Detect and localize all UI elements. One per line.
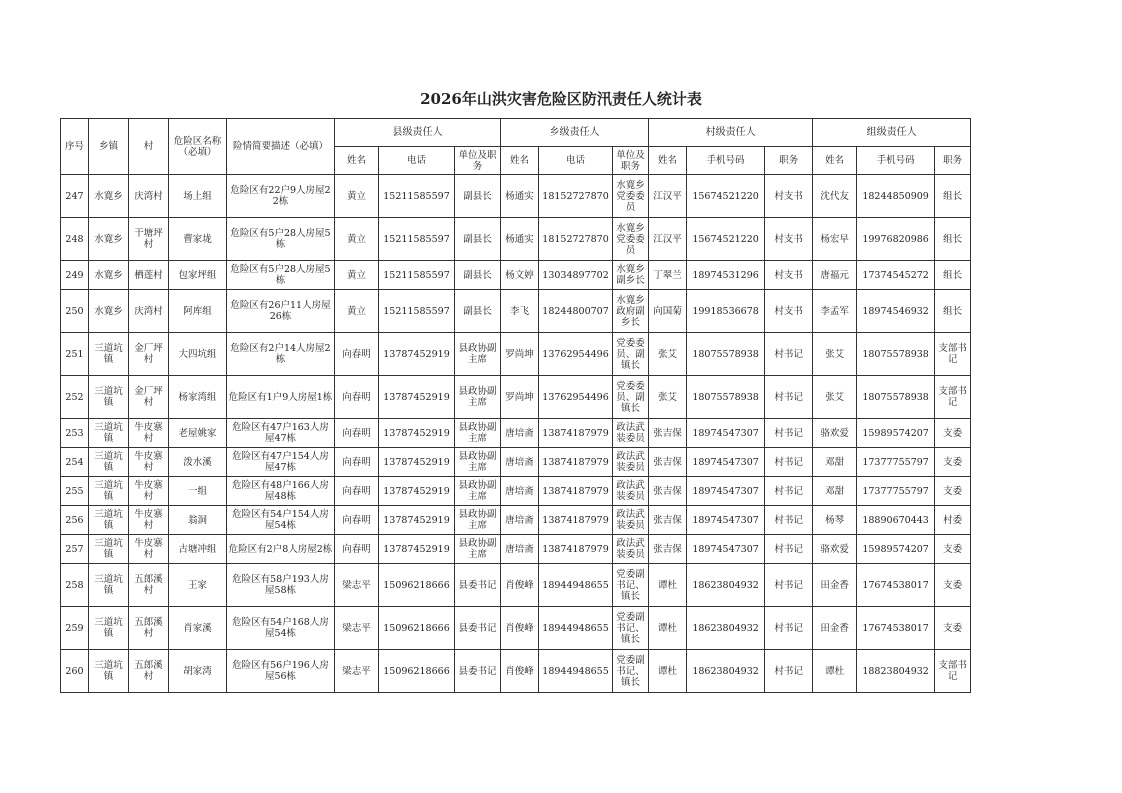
cell-team-duty: 支委 (935, 419, 971, 448)
cell-village: 牛皮寨村 (129, 448, 169, 477)
cell-team-name: 田金香 (813, 607, 857, 650)
cell-village-mobile: 18974547307 (687, 477, 765, 506)
town-group-header: 乡级责任人 (501, 119, 649, 147)
cell-town-phone: 18244800707 (539, 290, 613, 333)
cell-desc: 危险区有2户14人房屋2栋 (227, 333, 335, 376)
cell-county-title: 副县长 (455, 175, 501, 218)
cell-village-duty: 村书记 (765, 607, 813, 650)
cell-team-name: 邓甜 (813, 448, 857, 477)
cell-zone: 王家 (169, 564, 227, 607)
cell-village-name: 张吉保 (649, 419, 687, 448)
col-town: 乡镇 (89, 119, 129, 175)
page-title: 2026年山洪灾害危险区防汛责任人统计表 (420, 90, 702, 108)
cell-team-duty: 村委 (935, 506, 971, 535)
responsibility-table (60, 118, 971, 693)
table-row (61, 535, 971, 564)
cell-county-phone: 15096218666 (379, 564, 455, 607)
cell-team-duty: 支委 (935, 477, 971, 506)
cell-village-mobile: 18623804932 (687, 607, 765, 650)
cell-team-mobile: 18075578938 (857, 376, 935, 419)
table-row (61, 261, 971, 290)
cell-town-phone: 18152727870 (539, 218, 613, 261)
cell-team-name: 骆欢爱 (813, 419, 857, 448)
cell-town: 三道坑镇 (89, 650, 129, 693)
cell-team-mobile: 18075578938 (857, 333, 935, 376)
cell-town-title: 水寛乡政府副乡长 (613, 290, 649, 333)
cell-village: 庆湾村 (129, 290, 169, 333)
col-county-phone: 电话 (379, 147, 455, 175)
cell-town-title: 党委副书记、镇长 (613, 607, 649, 650)
cell-county-phone: 15211585597 (379, 175, 455, 218)
cell-town: 三道坑镇 (89, 448, 129, 477)
cell-county-phone: 13787452919 (379, 477, 455, 506)
cell-team-duty: 组长 (935, 261, 971, 290)
cell-village: 牛皮寨村 (129, 419, 169, 448)
cell-team-mobile: 15989574207 (857, 419, 935, 448)
cell-team-mobile: 17674538017 (857, 564, 935, 607)
cell-town-title: 政法武装委员 (613, 506, 649, 535)
cell-village-name: 江汉平 (649, 218, 687, 261)
table-row (61, 290, 971, 333)
cell-seq: 250 (61, 290, 89, 333)
cell-town: 三道坑镇 (89, 607, 129, 650)
cell-county-name: 向春明 (335, 419, 379, 448)
cell-town-title: 党委副书记、镇长 (613, 650, 649, 693)
cell-team-name: 杨琴 (813, 506, 857, 535)
cell-village: 金厂坪村 (129, 376, 169, 419)
table-row (61, 175, 971, 218)
cell-town-title: 党委委员、副镇长 (613, 376, 649, 419)
cell-seq: 255 (61, 477, 89, 506)
cell-town: 三道坑镇 (89, 564, 129, 607)
cell-village-mobile: 18974547307 (687, 506, 765, 535)
header-row-1 (61, 119, 971, 147)
cell-town-phone: 18944948655 (539, 607, 613, 650)
cell-village-duty: 村支书 (765, 290, 813, 333)
cell-county-title: 县政协副主席 (455, 477, 501, 506)
cell-team-name: 沈代友 (813, 175, 857, 218)
cell-team-duty: 支委 (935, 607, 971, 650)
cell-team-mobile: 17377755797 (857, 477, 935, 506)
cell-village: 五郎溪村 (129, 607, 169, 650)
cell-town-phone: 18944948655 (539, 650, 613, 693)
cell-zone: 曹家垅 (169, 218, 227, 261)
cell-village-name: 张艾 (649, 376, 687, 419)
cell-town: 水寛乡 (89, 261, 129, 290)
cell-desc: 危险区有1户9人房屋1栋 (227, 376, 335, 419)
col-team-duty: 职务 (935, 147, 971, 175)
cell-desc: 危险区有5户28人房屋5栋 (227, 218, 335, 261)
cell-county-name: 向春明 (335, 477, 379, 506)
table-row (61, 477, 971, 506)
cell-desc: 危险区有47户163人房屋47栋 (227, 419, 335, 448)
cell-village: 庆湾村 (129, 175, 169, 218)
cell-team-duty: 支部书记 (935, 376, 971, 419)
col-village-mobile: 手机号码 (687, 147, 765, 175)
cell-village-duty: 村书记 (765, 477, 813, 506)
col-county-title: 单位及职务 (455, 147, 501, 175)
county-group-header: 县级责任人 (335, 119, 501, 147)
cell-town-title: 政法武装委员 (613, 448, 649, 477)
cell-village-name: 张艾 (649, 333, 687, 376)
cell-village-mobile: 18974531296 (687, 261, 765, 290)
cell-team-name: 杨宏早 (813, 218, 857, 261)
cell-village-duty: 村支书 (765, 261, 813, 290)
col-desc: 险情简要描述（必填） (227, 119, 335, 175)
cell-county-name: 黄立 (335, 175, 379, 218)
cell-seq: 260 (61, 650, 89, 693)
cell-town-name: 肖俊峰 (501, 564, 539, 607)
cell-seq: 252 (61, 376, 89, 419)
cell-town-name: 肖俊峰 (501, 607, 539, 650)
cell-village-mobile: 18974547307 (687, 448, 765, 477)
cell-county-phone: 13787452919 (379, 448, 455, 477)
cell-desc: 危险区有56户196人房屋56栋 (227, 650, 335, 693)
cell-seq: 249 (61, 261, 89, 290)
cell-team-mobile: 18890670443 (857, 506, 935, 535)
cell-town-name: 杨文婷 (501, 261, 539, 290)
cell-village-mobile: 15674521220 (687, 218, 765, 261)
cell-team-name: 邓甜 (813, 477, 857, 506)
table-row (61, 218, 971, 261)
cell-county-title: 县政协副主席 (455, 419, 501, 448)
cell-county-name: 向春明 (335, 506, 379, 535)
cell-county-name: 黄立 (335, 261, 379, 290)
cell-team-mobile: 19976820986 (857, 218, 935, 261)
cell-town-phone: 13874187979 (539, 535, 613, 564)
col-town-title: 单位及职务 (613, 147, 649, 175)
cell-seq: 254 (61, 448, 89, 477)
cell-village-name: 向国菊 (649, 290, 687, 333)
cell-zone: 古塘冲组 (169, 535, 227, 564)
cell-county-phone: 15211585597 (379, 261, 455, 290)
cell-team-mobile: 15989574207 (857, 535, 935, 564)
cell-village-name: 张吉保 (649, 506, 687, 535)
cell-team-mobile: 17674538017 (857, 607, 935, 650)
cell-county-name: 梁志平 (335, 564, 379, 607)
cell-town: 水寛乡 (89, 290, 129, 333)
cell-team-name: 张艾 (813, 376, 857, 419)
cell-county-title: 县政协副主席 (455, 376, 501, 419)
cell-desc: 危险区有2户8人房屋2栋 (227, 535, 335, 564)
cell-county-title: 县政协副主席 (455, 535, 501, 564)
cell-county-phone: 13787452919 (379, 535, 455, 564)
cell-county-title: 县政协副主席 (455, 333, 501, 376)
cell-team-duty: 支委 (935, 535, 971, 564)
cell-town-name: 唐培斋 (501, 448, 539, 477)
cell-town-phone: 13762954496 (539, 376, 613, 419)
cell-team-name: 张艾 (813, 333, 857, 376)
cell-village-duty: 村书记 (765, 448, 813, 477)
cell-zone: 肖家溪 (169, 607, 227, 650)
col-village-duty: 职务 (765, 147, 813, 175)
cell-team-mobile: 18244850909 (857, 175, 935, 218)
cell-town-phone: 18944948655 (539, 564, 613, 607)
cell-county-name: 梁志平 (335, 607, 379, 650)
cell-county-phone: 13787452919 (379, 419, 455, 448)
cell-team-name: 田金香 (813, 564, 857, 607)
col-zone-name: 危险区名称（必填） (169, 119, 227, 175)
cell-zone: 老屋姚家 (169, 419, 227, 448)
cell-county-phone: 13787452919 (379, 376, 455, 419)
cell-village-duty: 村书记 (765, 333, 813, 376)
cell-village-mobile: 18075578938 (687, 376, 765, 419)
cell-town-name: 唐培斋 (501, 419, 539, 448)
cell-county-name: 黄立 (335, 290, 379, 333)
cell-town-name: 杨通实 (501, 175, 539, 218)
cell-town-phone: 13874187979 (539, 477, 613, 506)
cell-town-name: 李飞 (501, 290, 539, 333)
cell-town: 水寛乡 (89, 175, 129, 218)
cell-town-phone: 13874187979 (539, 419, 613, 448)
cell-county-name: 黄立 (335, 218, 379, 261)
village-group-header: 村级责任人 (649, 119, 813, 147)
cell-zone: 阿库组 (169, 290, 227, 333)
cell-village-name: 丁翠兰 (649, 261, 687, 290)
cell-village-duty: 村支书 (765, 218, 813, 261)
cell-seq: 253 (61, 419, 89, 448)
cell-town-phone: 13034897702 (539, 261, 613, 290)
cell-county-title: 副县长 (455, 261, 501, 290)
cell-town-title: 党委副书记、镇长 (613, 564, 649, 607)
cell-team-name: 李孟军 (813, 290, 857, 333)
cell-desc: 危险区有26户11人房屋26栋 (227, 290, 335, 333)
table-row (61, 564, 971, 607)
cell-seq: 259 (61, 607, 89, 650)
cell-town: 三道坑镇 (89, 333, 129, 376)
cell-county-title: 副县长 (455, 218, 501, 261)
cell-town: 三道坑镇 (89, 477, 129, 506)
cell-village-name: 张吉保 (649, 477, 687, 506)
cell-county-phone: 15096218666 (379, 607, 455, 650)
cell-town-title: 水寛乡副乡长 (613, 261, 649, 290)
cell-county-title: 副县长 (455, 290, 501, 333)
cell-county-title: 县政协副主席 (455, 506, 501, 535)
table-row (61, 376, 971, 419)
cell-village-duty: 村书记 (765, 506, 813, 535)
cell-village: 栖莲村 (129, 261, 169, 290)
cell-desc: 危险区有5户28人房屋5栋 (227, 261, 335, 290)
cell-village-mobile: 18974547307 (687, 419, 765, 448)
cell-seq: 256 (61, 506, 89, 535)
cell-county-phone: 13787452919 (379, 333, 455, 376)
cell-town-name: 肖俊峰 (501, 650, 539, 693)
cell-zone: 场上组 (169, 175, 227, 218)
cell-seq: 257 (61, 535, 89, 564)
col-village: 村 (129, 119, 169, 175)
cell-team-mobile: 17377755797 (857, 448, 935, 477)
table-row (61, 607, 971, 650)
cell-town: 三道坑镇 (89, 419, 129, 448)
cell-village-duty: 村书记 (765, 376, 813, 419)
cell-village-mobile: 19918536678 (687, 290, 765, 333)
cell-town-phone: 13874187979 (539, 506, 613, 535)
table-row (61, 650, 971, 693)
col-village-name: 姓名 (649, 147, 687, 175)
cell-village-mobile: 18075578938 (687, 333, 765, 376)
cell-seq: 251 (61, 333, 89, 376)
cell-town-title: 政法武装委员 (613, 535, 649, 564)
cell-desc: 危险区有58户193人房屋58栋 (227, 564, 335, 607)
cell-town-phone: 13762954496 (539, 333, 613, 376)
cell-town-name: 罗尚坤 (501, 376, 539, 419)
table-row (61, 506, 971, 535)
cell-county-title: 县委书记 (455, 650, 501, 693)
cell-town-name: 杨通实 (501, 218, 539, 261)
team-group-header: 组级责任人 (813, 119, 971, 147)
cell-team-name: 谭杜 (813, 650, 857, 693)
cell-team-duty: 组长 (935, 218, 971, 261)
col-town-name: 姓名 (501, 147, 539, 175)
cell-county-phone: 13787452919 (379, 506, 455, 535)
cell-zone: 大四坑组 (169, 333, 227, 376)
cell-desc: 危险区有48户166人房屋48栋 (227, 477, 335, 506)
table-body (61, 175, 971, 693)
cell-desc: 危险区有22户9人房屋22栋 (227, 175, 335, 218)
cell-county-name: 向春明 (335, 376, 379, 419)
cell-town-title: 政法武装委员 (613, 477, 649, 506)
cell-village-duty: 村书记 (765, 535, 813, 564)
cell-county-title: 县政协副主席 (455, 448, 501, 477)
cell-town-name: 唐培斋 (501, 477, 539, 506)
cell-team-name: 骆欢爱 (813, 535, 857, 564)
cell-county-title: 县委书记 (455, 564, 501, 607)
cell-town-name: 罗尚坤 (501, 333, 539, 376)
cell-seq: 248 (61, 218, 89, 261)
cell-desc: 危险区有54户168人房屋54栋 (227, 607, 335, 650)
cell-team-mobile: 17374545272 (857, 261, 935, 290)
cell-team-mobile: 18974546932 (857, 290, 935, 333)
cell-town: 三道坑镇 (89, 506, 129, 535)
cell-village-name: 谭杜 (649, 607, 687, 650)
cell-village: 牛皮寨村 (129, 535, 169, 564)
col-seq: 序号 (61, 119, 89, 175)
cell-zone: 包家坪组 (169, 261, 227, 290)
cell-village-duty: 村支书 (765, 175, 813, 218)
cell-town-name: 唐培斋 (501, 535, 539, 564)
cell-team-duty: 支委 (935, 564, 971, 607)
cell-village: 牛皮寨村 (129, 477, 169, 506)
cell-village-name: 谭杜 (649, 564, 687, 607)
cell-village-name: 张吉保 (649, 448, 687, 477)
cell-county-title: 县委书记 (455, 607, 501, 650)
cell-town-name: 唐培斋 (501, 506, 539, 535)
cell-county-phone: 15211585597 (379, 290, 455, 333)
cell-town-title: 水寛乡党委委员 (613, 175, 649, 218)
cell-seq: 247 (61, 175, 89, 218)
col-county-name: 姓名 (335, 147, 379, 175)
cell-town: 三道坑镇 (89, 535, 129, 564)
cell-team-duty: 支部书记 (935, 333, 971, 376)
cell-desc: 危险区有47户154人房屋47栋 (227, 448, 335, 477)
cell-desc: 危险区有54户154人房屋54栋 (227, 506, 335, 535)
cell-village-duty: 村书记 (765, 419, 813, 448)
cell-town-phone: 18152727870 (539, 175, 613, 218)
cell-team-name: 唐福元 (813, 261, 857, 290)
cell-team-duty: 组长 (935, 290, 971, 333)
cell-village-name: 江汉平 (649, 175, 687, 218)
col-town-phone: 电话 (539, 147, 613, 175)
cell-zone: 泼水溪 (169, 448, 227, 477)
cell-seq: 258 (61, 564, 89, 607)
cell-village-duty: 村书记 (765, 650, 813, 693)
cell-village-mobile: 15674521220 (687, 175, 765, 218)
cell-village: 五郎溪村 (129, 650, 169, 693)
cell-village-name: 谭杜 (649, 650, 687, 693)
cell-village-duty: 村书记 (765, 564, 813, 607)
cell-town: 水寛乡 (89, 218, 129, 261)
cell-town-phone: 13874187979 (539, 448, 613, 477)
cell-village: 牛皮寨村 (129, 506, 169, 535)
cell-zone: 杨家湾组 (169, 376, 227, 419)
cell-town-title: 水寛乡党委委员 (613, 218, 649, 261)
cell-zone: 胡家湾 (169, 650, 227, 693)
table-row (61, 333, 971, 376)
col-team-name: 姓名 (813, 147, 857, 175)
cell-team-duty: 支委 (935, 448, 971, 477)
cell-town-title: 党委委员、副镇长 (613, 333, 649, 376)
cell-county-name: 梁志平 (335, 650, 379, 693)
table-row (61, 419, 971, 448)
cell-town: 三道坑镇 (89, 376, 129, 419)
cell-village-name: 张吉保 (649, 535, 687, 564)
cell-village-mobile: 18623804932 (687, 650, 765, 693)
table-row (61, 448, 971, 477)
cell-team-duty: 组长 (935, 175, 971, 218)
cell-team-mobile: 18823804932 (857, 650, 935, 693)
cell-county-name: 向春明 (335, 333, 379, 376)
cell-village-mobile: 18623804932 (687, 564, 765, 607)
cell-town-title: 政法武装委员 (613, 419, 649, 448)
cell-county-phone: 15211585597 (379, 218, 455, 261)
cell-zone: 翁洞 (169, 506, 227, 535)
cell-zone: 一组 (169, 477, 227, 506)
cell-county-name: 向春明 (335, 448, 379, 477)
cell-county-name: 向春明 (335, 535, 379, 564)
col-team-mobile: 手机号码 (857, 147, 935, 175)
cell-village: 干塘坪村 (129, 218, 169, 261)
cell-village: 金厂坪村 (129, 333, 169, 376)
cell-team-duty: 支部书记 (935, 650, 971, 693)
cell-village-mobile: 18974547307 (687, 535, 765, 564)
cell-county-phone: 15096218666 (379, 650, 455, 693)
cell-village: 五郎溪村 (129, 564, 169, 607)
